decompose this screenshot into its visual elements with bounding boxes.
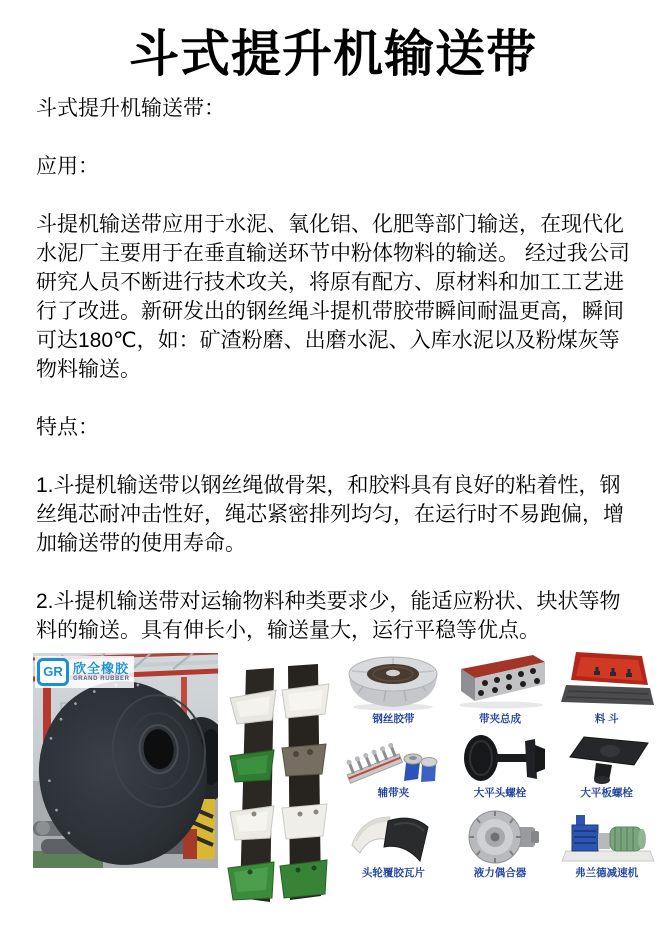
part-aux-belt-clamp xyxy=(340,726,447,800)
aux-belt-clamp-icon xyxy=(344,737,442,785)
feature-paragraph-1: 1.斗提机输送带以钢丝绳做骨架，和胶料具有良好的粘着性，钢丝绳芯耐冲击性好，绳芯紧密排列均匀，在运行时不易跑偏，增加输送带的使用寿命。 xyxy=(36,474,624,555)
part-caption: 液力偶合器 xyxy=(473,867,527,879)
product-gallery xyxy=(0,648,666,930)
hopper-icon xyxy=(558,649,656,711)
part-fluid-coupling xyxy=(447,800,554,880)
application-paragraph: 斗提机输送带应用于水泥、氧化铝、化肥等部门输送，在现代化水泥厂主要用于在垂直输送环节中粉体物料的输送。 经过我公司研究人员不断进行技术攻关，将原有配方、原材料和加工工艺进行了改进。新研发出的钢丝绳斗提机带胶带瞬间耐温更高，瞬间可达180℃，如：矿渣粉磨、出磨水泥、入库水泥以及粉煤灰等物料输送。 xyxy=(36,213,630,381)
steel-wire-belt-icon xyxy=(344,649,442,711)
elevator-buckets-photo xyxy=(224,662,336,910)
application-heading: 应用： xyxy=(36,155,99,178)
flat-plate-bolt-icon xyxy=(558,733,656,785)
intro-line: 斗式提升机输送带： xyxy=(36,97,225,120)
part-caption: 钢丝胶带 xyxy=(372,713,415,725)
part-caption: 头轮覆胶瓦片 xyxy=(361,867,425,879)
fluid-coupling-icon xyxy=(451,809,549,865)
part-flender-reducer xyxy=(553,800,660,880)
buckets-photo-image xyxy=(224,662,336,910)
part-flat-plate-bolt xyxy=(553,726,660,800)
head-wheel-tiles-icon xyxy=(344,809,442,865)
gr-logo-icon: GR xyxy=(37,658,69,686)
part-hopper xyxy=(553,650,660,726)
feature-paragraph-2: 2.斗提机输送带对运输物料种类要求少，能适应粉状、块状等物料的输送。具有伸长小，输送量大，运行平稳等优点。 xyxy=(36,590,621,642)
features-heading: 特点： xyxy=(36,416,99,439)
logo-english-name: GRAND RUBBER xyxy=(73,675,130,682)
flat-head-bolt-icon xyxy=(451,733,549,785)
part-head-wheel-tiles xyxy=(340,800,447,880)
part-flat-head-bolt xyxy=(447,726,554,800)
belt-clamp-assembly-icon xyxy=(451,649,549,711)
part-caption: 大平头螺栓 xyxy=(473,787,527,799)
logo-chinese-name: 欣全橡胶 xyxy=(73,660,130,676)
part-caption: 弗兰德减速机 xyxy=(575,867,639,879)
parts-grid xyxy=(340,650,660,880)
part-caption: 辅带夹 xyxy=(377,787,410,799)
part-caption: 带夹总成 xyxy=(478,713,521,725)
body-text xyxy=(36,94,632,674)
page-title: 斗式提升机输送带 xyxy=(129,26,537,82)
flender-reducer-icon xyxy=(558,809,656,865)
part-belt-clamp-assembly xyxy=(447,650,554,726)
part-caption: 料 斗 xyxy=(594,713,619,725)
factory-belt-roll-photo xyxy=(33,653,218,868)
part-caption: 大平板螺栓 xyxy=(580,787,633,799)
brand-logo xyxy=(35,656,134,688)
part-steel-wire-belt xyxy=(340,650,447,726)
